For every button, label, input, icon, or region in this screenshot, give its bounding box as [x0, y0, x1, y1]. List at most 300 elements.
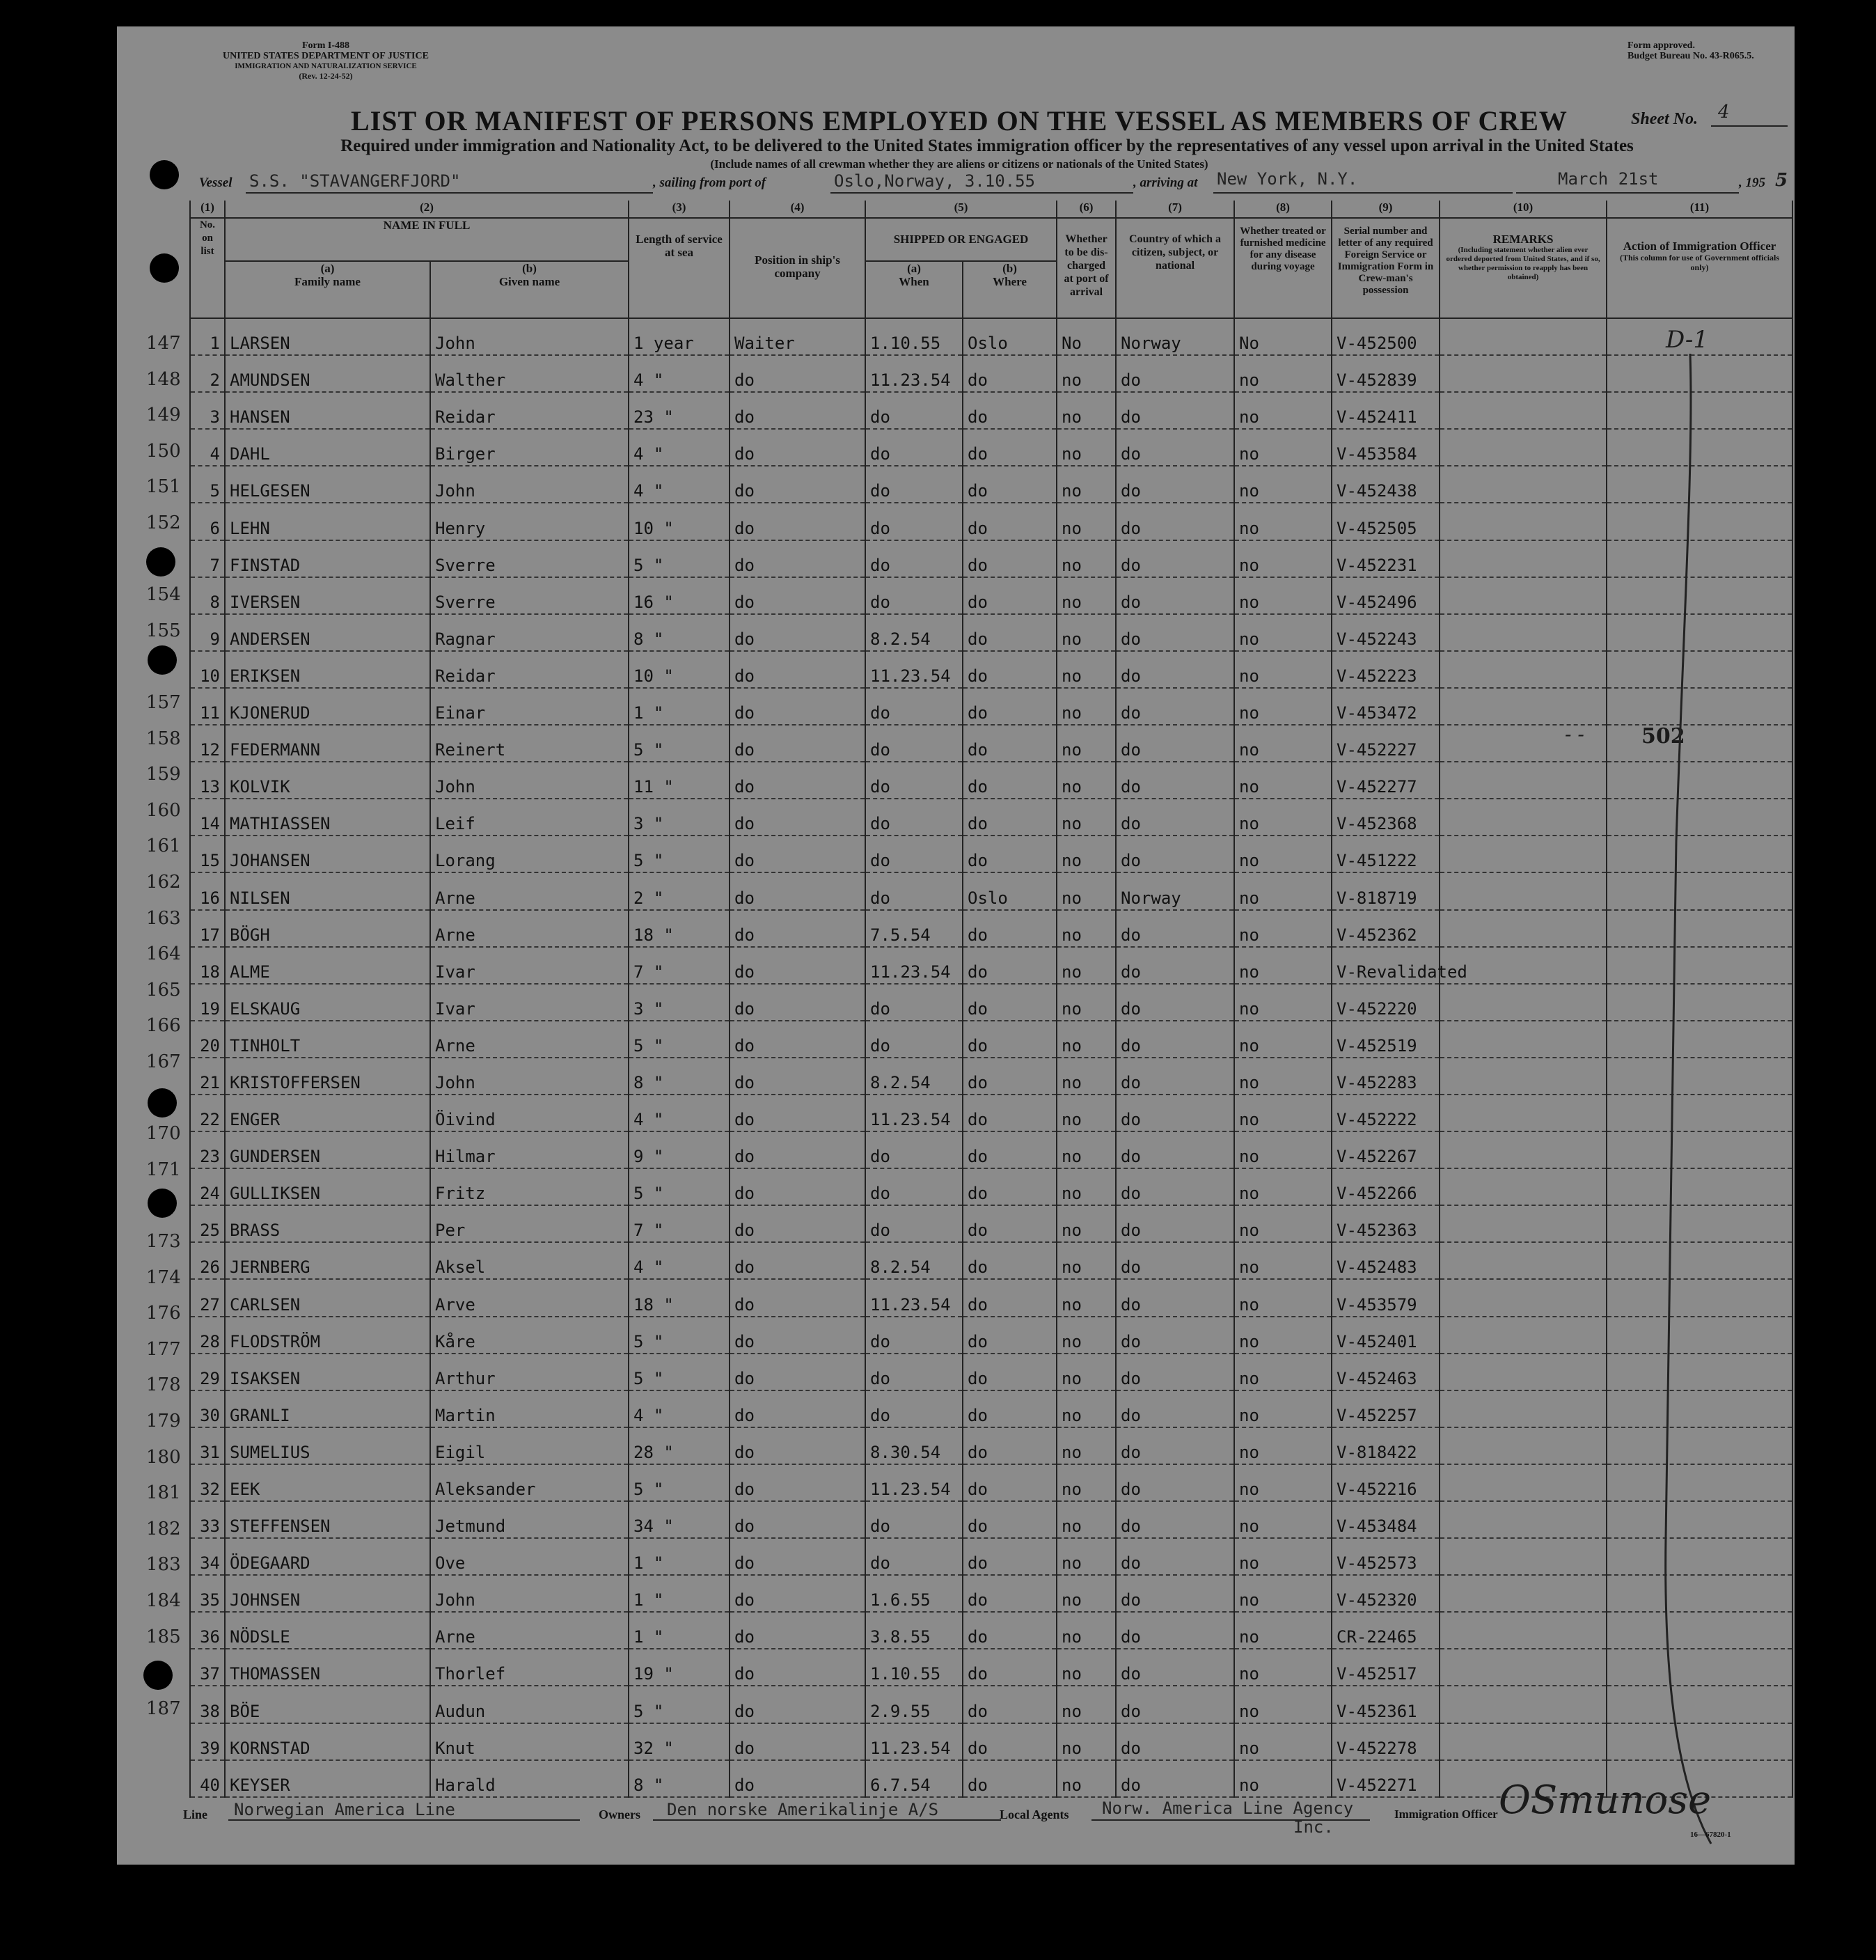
cell-family: NILSEN: [225, 872, 430, 909]
cell-when: 1.6.55: [865, 1575, 963, 1612]
when-letter: (a): [907, 262, 921, 275]
cell-where: do: [963, 577, 1057, 614]
cell-no: 28: [190, 1317, 225, 1354]
col-num-10: (10): [1440, 201, 1607, 218]
cell-remarks: [1440, 1464, 1607, 1501]
cell-given: Arne: [430, 910, 629, 947]
cell-no: 3: [190, 392, 225, 429]
cell-family: HELGESEN: [225, 466, 430, 503]
cell-medicine: no: [1234, 1279, 1332, 1316]
cell-country: Norway: [1116, 318, 1234, 355]
agents-name-2: Inc.: [1293, 1817, 1334, 1837]
cell-length: 4 ": [629, 1390, 730, 1427]
cell-country: do: [1116, 1575, 1234, 1612]
table-row: [190, 872, 1792, 909]
cell-position: do: [730, 392, 865, 429]
cell-discharged: no: [1057, 836, 1116, 872]
cell-discharged: no: [1057, 910, 1116, 947]
tally-mark: 151: [146, 476, 181, 498]
table-row: [190, 1612, 1792, 1649]
cell-when: 11.23.54: [865, 1095, 963, 1131]
cell-country: do: [1116, 1131, 1234, 1168]
cell-country: do: [1116, 466, 1234, 503]
cell-length: 10 ": [629, 651, 730, 688]
cell-remarks: [1440, 1242, 1607, 1279]
cell-given: John: [430, 1058, 629, 1095]
arriving-at: New York, N.Y.: [1217, 169, 1358, 189]
cell-medicine: no: [1234, 1354, 1332, 1390]
header-remarks: [1440, 218, 1607, 318]
action-note: (This column for use of Government officials only): [1619, 253, 1780, 272]
tally-mark: 187: [146, 1698, 181, 1719]
cell-given: Harald: [430, 1760, 629, 1797]
table-row: [190, 1168, 1792, 1205]
cell-discharged: no: [1057, 1131, 1116, 1168]
cell-medicine: no: [1234, 1390, 1332, 1427]
agents-name: Norw. America Line Agency: [1102, 1798, 1354, 1818]
cell-position: do: [730, 1242, 865, 1279]
tally-mark: 161: [146, 836, 181, 857]
cell-position: do: [730, 1427, 865, 1464]
cell-given: Sverre: [430, 540, 629, 577]
cell-length: 5 ": [629, 1464, 730, 1501]
col-num-2: (2): [225, 201, 629, 218]
action-note-top: D-1: [1666, 326, 1709, 354]
cell-country: do: [1116, 577, 1234, 614]
cell-given: Arne: [430, 872, 629, 909]
table-row: [190, 1501, 1792, 1538]
cell-discharged: no: [1057, 503, 1116, 540]
punch-hole: [150, 253, 179, 283]
cell-family: KJONERUD: [225, 688, 430, 725]
cell-when: 11.23.54: [865, 947, 963, 984]
punch-hole: [143, 1661, 173, 1690]
cell-given: Knut: [430, 1723, 629, 1760]
cell-where: do: [963, 1279, 1057, 1316]
cell-family: BÖE: [225, 1686, 430, 1723]
cell-position: do: [730, 725, 865, 762]
cell-where: do: [963, 392, 1057, 429]
cell-length: 8 ": [629, 614, 730, 651]
cell-serial: V-452505: [1332, 503, 1440, 540]
form-revision: (Rev. 12-24-52): [299, 71, 353, 81]
cell-length: 28 ": [629, 1427, 730, 1464]
cell-serial: V-452463: [1332, 1354, 1440, 1390]
cell-serial: V-452227: [1332, 725, 1440, 762]
cell-length: 4 ": [629, 429, 730, 466]
cell-discharged: no: [1057, 1317, 1116, 1354]
cell-serial: V-452223: [1332, 651, 1440, 688]
cell-discharged: No: [1057, 318, 1116, 355]
table-row: [190, 466, 1792, 503]
cell-given: John: [430, 762, 629, 799]
date-underline: [1516, 192, 1739, 194]
cell-given: Arthur: [430, 1354, 629, 1390]
cell-when: do: [865, 1021, 963, 1058]
cell-family: JOHANSEN: [225, 836, 430, 872]
cell-family: AMUNDSEN: [225, 355, 430, 392]
action-bracket-line: [1634, 354, 1718, 1851]
cell-when: do: [865, 1354, 963, 1390]
cell-position: do: [730, 1021, 865, 1058]
sailing-from: Oslo,Norway, 3.10.55: [834, 171, 1035, 191]
cell-family: SUMELIUS: [225, 1427, 430, 1464]
cell-serial: V-452519: [1332, 1021, 1440, 1058]
cell-medicine: no: [1234, 429, 1332, 466]
family-letter: (a): [320, 262, 335, 275]
cell-medicine: no: [1234, 540, 1332, 577]
table-row: [190, 1058, 1792, 1095]
cell-discharged: no: [1057, 1242, 1116, 1279]
cell-discharged: no: [1057, 1649, 1116, 1686]
cell-medicine: no: [1234, 947, 1332, 984]
cell-position: do: [730, 836, 865, 872]
table-row: [190, 725, 1792, 762]
cell-given: John: [430, 466, 629, 503]
table-row: [190, 1242, 1792, 1279]
cell-given: Ivar: [430, 984, 629, 1021]
cell-country: do: [1116, 1612, 1234, 1649]
cell-position: do: [730, 466, 865, 503]
cell-country: do: [1116, 836, 1234, 872]
cell-medicine: no: [1234, 1095, 1332, 1131]
cell-medicine: no: [1234, 466, 1332, 503]
cell-no: 34: [190, 1538, 225, 1575]
cell-no: 17: [190, 910, 225, 947]
tally-mark: 149: [146, 405, 181, 426]
sailing-underline: [830, 192, 1133, 194]
cell-position: do: [730, 1723, 865, 1760]
cell-serial: V-452363: [1332, 1205, 1440, 1242]
cell-remarks: [1440, 910, 1607, 947]
cell-no: 12: [190, 725, 225, 762]
table-row: [190, 1390, 1792, 1427]
cell-where: do: [963, 1723, 1057, 1760]
cell-remarks: [1440, 1390, 1607, 1427]
table-row: [190, 1317, 1792, 1354]
table-row: [190, 577, 1792, 614]
cell-serial: V-452411: [1332, 392, 1440, 429]
cell-given: Arne: [430, 1612, 629, 1649]
cell-when: 6.7.54: [865, 1760, 963, 1797]
tally-mark: 164: [146, 943, 181, 965]
cell-position: do: [730, 429, 865, 466]
cell-discharged: no: [1057, 1427, 1116, 1464]
tally-mark: 185: [146, 1626, 181, 1647]
cell-remarks: [1440, 1538, 1607, 1575]
cell-medicine: no: [1234, 1242, 1332, 1279]
cell-given: Thorlef: [430, 1649, 629, 1686]
cell-no: 10: [190, 651, 225, 688]
cell-where: do: [963, 503, 1057, 540]
cell-no: 23: [190, 1131, 225, 1168]
table-row: [190, 1575, 1792, 1612]
cell-remarks: [1440, 1427, 1607, 1464]
cell-serial: V-452267: [1332, 1131, 1440, 1168]
cell-no: 14: [190, 799, 225, 836]
cell-position: do: [730, 1168, 865, 1205]
where-label: Where: [993, 275, 1027, 288]
cell-position: do: [730, 503, 865, 540]
cell-given: Leif: [430, 799, 629, 836]
cell-family: LEHN: [225, 503, 430, 540]
cell-medicine: No: [1234, 318, 1332, 355]
table-row: [190, 1464, 1792, 1501]
cell-position: do: [730, 651, 865, 688]
cell-remarks: [1440, 577, 1607, 614]
cell-position: do: [730, 910, 865, 947]
cell-given: Birger: [430, 429, 629, 466]
cell-medicine: no: [1234, 503, 1332, 540]
cell-family: ALME: [225, 947, 430, 984]
cell-family: MATHIASSEN: [225, 799, 430, 836]
cell-no: 24: [190, 1168, 225, 1205]
cell-discharged: no: [1057, 466, 1116, 503]
cell-where: do: [963, 540, 1057, 577]
cell-position: do: [730, 1686, 865, 1723]
cell-serial: V-452257: [1332, 1390, 1440, 1427]
cell-no: 9: [190, 614, 225, 651]
cell-given: Walther: [430, 355, 629, 392]
include-note: (Include names of all crewman whether they are aliens or citizens or nationals of the United States): [710, 157, 1208, 171]
cell-remarks: [1440, 762, 1607, 799]
cell-where: do: [963, 1464, 1057, 1501]
cell-position: do: [730, 577, 865, 614]
punch-hole: [150, 160, 179, 189]
cell-where: do: [963, 1317, 1057, 1354]
line-underline: [228, 1819, 580, 1821]
cell-where: do: [963, 1427, 1057, 1464]
cell-medicine: no: [1234, 1205, 1332, 1242]
cell-length: 4 ": [629, 466, 730, 503]
cell-position: do: [730, 614, 865, 651]
cell-where: Oslo: [963, 872, 1057, 909]
cell-remarks: [1440, 1501, 1607, 1538]
cell-remarks: [1440, 1131, 1607, 1168]
cell-remarks: [1440, 1168, 1607, 1205]
cell-when: do: [865, 503, 963, 540]
cell-where: do: [963, 1058, 1057, 1095]
budget-bureau: Budget Bureau No. 43-R065.5.: [1627, 51, 1754, 61]
cell-position: do: [730, 762, 865, 799]
cell-serial: V-452216: [1332, 1464, 1440, 1501]
cell-no: 32: [190, 1464, 225, 1501]
cell-where: do: [963, 1095, 1057, 1131]
cell-where: do: [963, 836, 1057, 872]
cell-remarks: [1440, 355, 1607, 392]
cell-when: do: [865, 1390, 963, 1427]
cell-length: 1 ": [629, 1575, 730, 1612]
cell-medicine: no: [1234, 1686, 1332, 1723]
cell-serial: V-452243: [1332, 614, 1440, 651]
cell-length: 4 ": [629, 1095, 730, 1131]
cell-length: 5 ": [629, 1686, 730, 1723]
header-where: [963, 261, 1057, 318]
cell-when: 2.9.55: [865, 1686, 963, 1723]
header-family: [225, 261, 430, 318]
cell-medicine: no: [1234, 984, 1332, 1021]
cell-remarks: [1440, 688, 1607, 725]
cell-serial: V-452496: [1332, 577, 1440, 614]
cell-where: do: [963, 1760, 1057, 1797]
punch-hole: [148, 645, 177, 675]
cell-length: 16 ": [629, 577, 730, 614]
cell-no: 19: [190, 984, 225, 1021]
tally-mark: 157: [146, 692, 181, 713]
cell-no: 2: [190, 355, 225, 392]
given-label: Given name: [498, 275, 560, 288]
cell-given: Öivind: [430, 1095, 629, 1131]
cell-when: do: [865, 466, 963, 503]
cell-length: 5 ": [629, 1021, 730, 1058]
cell-country: do: [1116, 503, 1234, 540]
cell-length: 10 ": [629, 503, 730, 540]
cell-where: do: [963, 1501, 1057, 1538]
cell-family: ANDERSEN: [225, 614, 430, 651]
cell-length: 2 ": [629, 872, 730, 909]
cell-position: do: [730, 1205, 865, 1242]
col-num-7: (7): [1116, 201, 1234, 218]
cell-given: Ove: [430, 1538, 629, 1575]
cell-discharged: no: [1057, 1612, 1116, 1649]
cell-no: 40: [190, 1760, 225, 1797]
tally-mark: 163: [146, 907, 181, 929]
cell-medicine: no: [1234, 725, 1332, 762]
tally-mark: 181: [146, 1482, 181, 1504]
table-row: [190, 947, 1792, 984]
given-letter: (b): [522, 262, 537, 275]
cell-position: do: [730, 1575, 865, 1612]
col-num-5: (5): [865, 201, 1057, 218]
cell-no: 8: [190, 577, 225, 614]
tally-mark: 179: [146, 1411, 181, 1432]
cell-when: 1.10.55: [865, 318, 963, 355]
cell-discharged: no: [1057, 429, 1116, 466]
cell-remarks: [1440, 1649, 1607, 1686]
cell-family: ENGER: [225, 1095, 430, 1131]
cell-family: DAHL: [225, 429, 430, 466]
table-row: [190, 836, 1792, 872]
cell-no: 33: [190, 1501, 225, 1538]
cell-position: do: [730, 540, 865, 577]
col-num-4: (4): [730, 201, 865, 218]
table-row: [190, 910, 1792, 947]
year-digit: 5: [1775, 170, 1788, 191]
cell-country: do: [1116, 1354, 1234, 1390]
cell-length: 5 ": [629, 725, 730, 762]
cell-medicine: no: [1234, 1464, 1332, 1501]
line-label: Line: [183, 1808, 208, 1821]
cell-serial: V-452573: [1332, 1538, 1440, 1575]
cell-where: do: [963, 688, 1057, 725]
cell-country: do: [1116, 1686, 1234, 1723]
cell-serial: V-452438: [1332, 466, 1440, 503]
cell-length: 1 year: [629, 318, 730, 355]
cell-medicine: no: [1234, 910, 1332, 947]
arriving-label: , arriving at: [1133, 175, 1198, 190]
cell-no: 6: [190, 503, 225, 540]
cell-position: do: [730, 1058, 865, 1095]
cell-discharged: no: [1057, 1168, 1116, 1205]
cell-given: Hilmar: [430, 1131, 629, 1168]
cell-serial: V-452231: [1332, 540, 1440, 577]
cell-no: 39: [190, 1723, 225, 1760]
table-row: [190, 1205, 1792, 1242]
cell-no: 38: [190, 1686, 225, 1723]
table-row: [190, 503, 1792, 540]
cell-position: Waiter: [730, 318, 865, 355]
cell-when: do: [865, 799, 963, 836]
cell-family: JOHNSEN: [225, 1575, 430, 1612]
cell-medicine: no: [1234, 688, 1332, 725]
cell-serial: V-452278: [1332, 1723, 1440, 1760]
cell-when: 8.2.54: [865, 614, 963, 651]
cell-serial: V-452220: [1332, 984, 1440, 1021]
punch-hole: [148, 1189, 177, 1218]
cell-family: KEYSER: [225, 1760, 430, 1797]
cell-medicine: no: [1234, 872, 1332, 909]
table-row: [190, 1021, 1792, 1058]
cell-where: do: [963, 947, 1057, 984]
cell-family: EEK: [225, 1464, 430, 1501]
when-label: When: [899, 275, 929, 288]
cell-medicine: no: [1234, 651, 1332, 688]
remarks-title: REMARKS: [1492, 233, 1554, 246]
cell-family: STEFFENSEN: [225, 1501, 430, 1538]
cell-medicine: no: [1234, 799, 1332, 836]
vessel-underline: [246, 192, 653, 194]
action-note-mid: 502: [1641, 724, 1685, 748]
cell-serial: V-452483: [1332, 1242, 1440, 1279]
cell-no: 18: [190, 947, 225, 984]
cell-discharged: no: [1057, 1354, 1116, 1390]
cell-remarks: [1440, 466, 1607, 503]
cell-position: do: [730, 1279, 865, 1316]
sheet-label: Sheet No.: [1631, 110, 1698, 128]
cell-country: Norway: [1116, 872, 1234, 909]
cell-discharged: no: [1057, 984, 1116, 1021]
header-when: [865, 261, 963, 318]
cell-remarks: [1440, 1317, 1607, 1354]
cell-length: 4 ": [629, 355, 730, 392]
cell-no: 21: [190, 1058, 225, 1095]
cell-length: 18 ": [629, 1279, 730, 1316]
cell-discharged: no: [1057, 540, 1116, 577]
header-country: Country of which a citizen, subject, or national: [1116, 218, 1234, 318]
cell-when: do: [865, 688, 963, 725]
cell-family: CARLSEN: [225, 1279, 430, 1316]
cell-family: GRANLI: [225, 1390, 430, 1427]
cell-country: do: [1116, 1464, 1234, 1501]
cell-where: do: [963, 762, 1057, 799]
cell-family: ELSKAUG: [225, 984, 430, 1021]
cell-length: 5 ": [629, 836, 730, 872]
tally-mark: 152: [146, 512, 181, 533]
cell-given: Ragnar: [430, 614, 629, 651]
table-row: [190, 1723, 1792, 1760]
cell-where: do: [963, 1242, 1057, 1279]
cell-serial: V-452500: [1332, 318, 1440, 355]
tally-mark: 183: [146, 1554, 181, 1576]
cell-length: 5 ": [629, 1317, 730, 1354]
cell-discharged: no: [1057, 577, 1116, 614]
cell-remarks: [1440, 392, 1607, 429]
cell-no: 25: [190, 1205, 225, 1242]
table-row: [190, 540, 1792, 577]
manifest-sheet: [117, 26, 1795, 1865]
vessel-name: S.S. "STAVANGERFJORD": [249, 171, 461, 191]
cell-medicine: no: [1234, 1058, 1332, 1095]
